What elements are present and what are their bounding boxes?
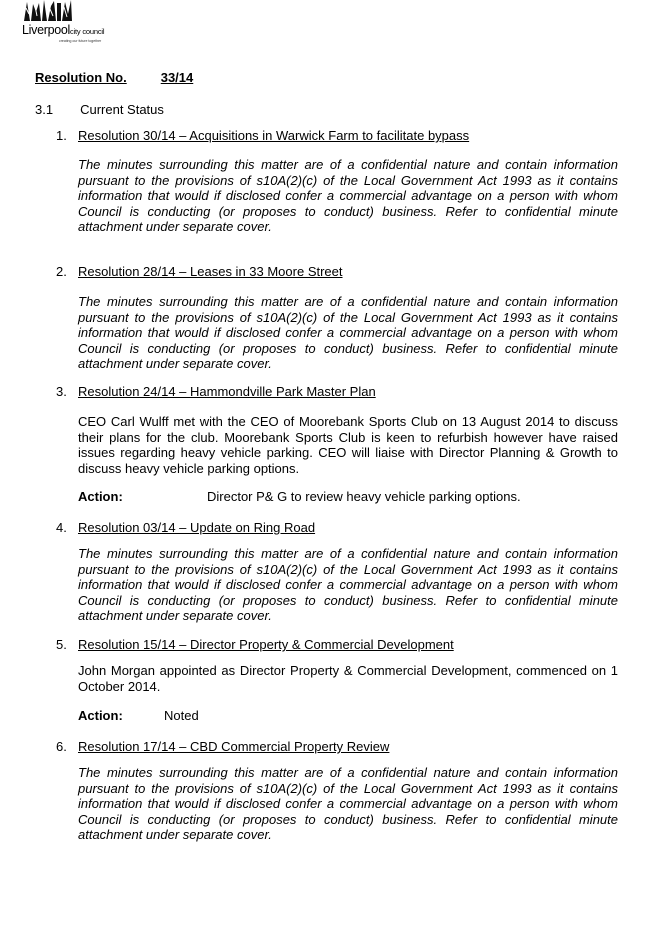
item-body: The minutes surrounding this matter are of a confidential nature and contain information pursuant to the provisions of s10A(2)(c) of the Local Government Act 1993 as it contains information that would if disclosed confer a commercial advantage on a person with whom Council is conducting (or proposes to conduct) business. Refer to confidential minute attachment under separate cover.: [78, 157, 618, 235]
item-title-text: Resolution 03/14 – Update on Ring Road: [78, 520, 316, 535]
item-title: [56, 128, 469, 143]
logo-tagline: creating our future together: [59, 39, 102, 43]
item-title: [56, 739, 389, 754]
section-title: Current Status: [80, 102, 164, 117]
section-heading: [35, 102, 164, 117]
item-title-text: Resolution 24/14 – Hammondville Park Master Plan: [78, 384, 376, 399]
resolution-number: 33/14: [160, 70, 194, 85]
item-number: 3.: [56, 384, 67, 399]
item-title: [56, 264, 343, 279]
item-number: 6.: [56, 739, 67, 754]
item-title-text: Resolution 17/14 – CBD Commercial Property Review: [78, 739, 390, 754]
logo-wordmark: [22, 23, 104, 37]
logo-name-sub: city council: [70, 27, 105, 36]
item-title-text: Resolution 28/14 – Leases in 33 Moore Street: [78, 264, 343, 279]
item-title-text: Resolution 15/14 – Director Property & Commercial Development: [78, 637, 454, 652]
action-label: Action:: [78, 708, 123, 723]
item-body: The minutes surrounding this matter are of a confidential nature and contain information pursuant to the provisions of s10A(2)(c) of the Local Government Act 1993 as it contains information that would if disclosed confer a commercial advantage on a person with whom Council is conducting (or proposes to conduct) business. Refer to confidential minute attachment under separate cover.: [78, 765, 618, 843]
action-text: Noted: [164, 708, 199, 723]
section-number: 3.1: [35, 102, 54, 117]
item-body: CEO Carl Wulff met with the CEO of Moorebank Sports Club on 13 August 2014 to discuss their plans for the club. Moorebank Sports Club is keen to refurbish however have raised issues regarding heavy vehicle parking. CEO will liaise with Director Planning & Growth to discuss heavy vehicle parking options.: [78, 414, 618, 476]
item-action: [78, 708, 199, 723]
item-title: [56, 520, 315, 535]
item-action: [78, 489, 521, 504]
item-number: 2.: [56, 264, 67, 279]
item-title-text: Resolution 30/14 – Acquisitions in Warwick Farm to facilitate bypass: [78, 128, 470, 143]
item-body: John Morgan appointed as Director Property & Commercial Development, commenced on 1 October 2014.: [78, 663, 618, 694]
item-number: 1.: [56, 128, 67, 143]
action-text: Director P& G to review heavy vehicle parking options.: [207, 489, 521, 504]
action-label: Action:: [78, 489, 123, 504]
item-body: The minutes surrounding this matter are of a confidential nature and contain information pursuant to the provisions of s10A(2)(c) of the Local Government Act 1993 as it contains information that would if disclosed confer a commercial advantage on a person with whom Council is conducting (or proposes to conduct) business. Refer to confidential minute attachment under separate cover.: [78, 294, 618, 372]
item-number: 4.: [56, 520, 67, 535]
city-skyline-icon: [23, 0, 73, 22]
item-title: [56, 637, 454, 652]
item-title: [56, 384, 376, 399]
council-logo: [22, 0, 122, 46]
resolution-label: Resolution No.: [35, 70, 127, 85]
item-body: The minutes surrounding this matter are of a confidential nature and contain information pursuant to the provisions of s10A(2)(c) of the Local Government Act 1993 as it contains information that would if disclosed confer a commercial advantage on a person with whom Council is conducting (or proposes to conduct) business. Refer to confidential minute attachment under separate cover.: [78, 546, 618, 624]
item-number: 5.: [56, 637, 67, 652]
resolution-heading: [35, 70, 193, 85]
logo-name-main: Liverpool: [22, 23, 71, 37]
